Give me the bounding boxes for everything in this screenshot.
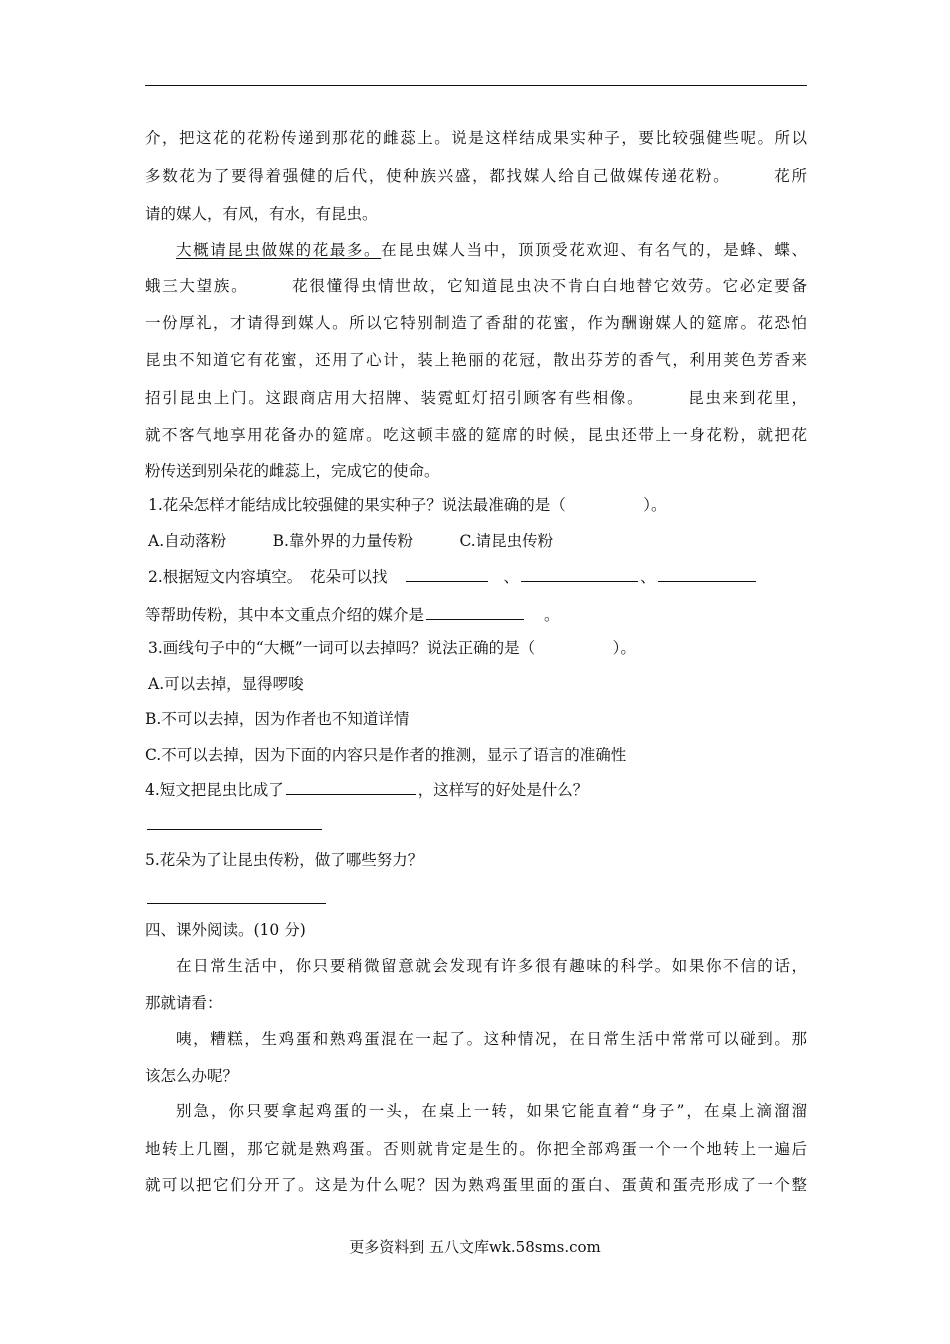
question-3-option-b: B.不可以去掉，因为作者也不知道详情 — [145, 710, 410, 728]
passage-line: 咦，糟糕，生鸡蛋和熟鸡蛋混在一起了。这种情况，在日常生活中常常可以碰到。那 — [176, 1030, 807, 1048]
passage-line — [145, 240, 807, 260]
question-1-options: A.自动落粉 B.靠外界的力量传粉 C.请昆虫传粉 — [148, 532, 554, 550]
answer-line[interactable] — [147, 903, 326, 904]
question-4-text: ，这样写的好处是什么？ — [417, 781, 589, 799]
answer-blank[interactable] — [426, 605, 524, 620]
section-heading: 四、课外阅读。(10 分) — [145, 921, 306, 939]
passage-line: 昆虫不知道它有花蜜，还用了心计，装上艳丽的花冠，散出芬芳的香气，利用荚色芳香来 — [145, 351, 807, 369]
answer-blank[interactable] — [521, 567, 638, 582]
passage-line: 该怎么办呢？ — [145, 1067, 239, 1085]
passage-line: 请的媒人，有风，有水，有昆虫。 — [145, 205, 378, 223]
question-3-option-a: A.可以去掉，显得啰唆 — [148, 675, 304, 693]
question-2-end: 。 — [544, 606, 560, 624]
passage-line: 就不客气地享用花备办的筵席。吃这顿丰盛的筵席的时候，昆虫还带上一身花粉，就把花 — [145, 426, 807, 444]
answer-line[interactable] — [147, 829, 322, 830]
question-2 — [148, 567, 810, 587]
footer-text: 更多资料到 五八文库wk.58sms.com — [349, 1238, 601, 1256]
passage-line: 在日常生活中，你只要稍微留意就会发现有许多很有趣味的科学。如果你不信的话， — [176, 957, 807, 975]
passage-line: 别急，你只要拿起鸡蛋的一头，在桌上一转，如果它能直着“身子”，在桌上滴溜溜 — [176, 1102, 807, 1120]
passage-text: 在昆虫媒人当中，顶顶受花欢迎、有名气的，是蜂、蝶、 — [381, 241, 807, 259]
underlined-sentence: 大概请昆虫做媒的花最多。 — [176, 241, 382, 259]
question-4 — [145, 780, 807, 800]
question-5: 5.花朵为了让昆虫传粉，做了哪些努力？ — [145, 851, 424, 869]
question-3: 3.画线句子中的“大概”一词可以去掉吗？说法正确的是（ ）。 — [148, 639, 636, 657]
passage-line: 一份厚礼，才请得到媒人。所以它特别制造了香甜的花蜜，作为酬谢媒人的筵席。花恐怕 — [145, 314, 807, 332]
answer-blank[interactable] — [286, 780, 416, 795]
question-4-text: 4.短文把昆虫比成了 — [145, 781, 284, 799]
question-1: 1.花朵怎样才能结成比较强健的果实种子？说法最准确的是（ ）。 — [148, 496, 667, 514]
question-2-line2 — [145, 605, 807, 625]
question-2-text: 2.根据短文内容填空。 花朵可以找 — [148, 568, 388, 586]
passage-line: 那就请看： — [145, 994, 223, 1012]
passage-line: 就可以把它们分开了。这是为什么呢？因为熟鸡蛋里面的蛋白、蛋黄和蛋壳形成了一个整 — [145, 1176, 807, 1194]
passage-line: 介，把这花的花粉传递到那花的雌蕊上。说是这样结成果实种子，要比较强健些呢。所以 — [145, 129, 807, 147]
separator: 、 — [640, 568, 656, 586]
question-3-option-c: C.不可以去掉，因为下面的内容只是作者的推测，显示了语言的准确性 — [145, 746, 627, 764]
passage-line: 招引昆虫上门。这跟商店用大招牌、装霓虹灯招引顾客有些相像。 昆虫来到花里， — [145, 389, 807, 407]
passage-line: 多数花为了要得着强健的后代，使种族兴盛，都找媒人给自己做媒传递花粉。 花所 — [145, 167, 807, 185]
passage-line: 蛾三大望族。 花很懂得虫情世故，它知道昆虫决不肯白白地替它效劳。它必定要备 — [145, 277, 807, 295]
header-rule — [145, 85, 807, 86]
passage-line: 粉传送到别朵花的雌蕊上，完成它的使命。 — [145, 462, 440, 480]
question-2-text: 等帮助传粉，其中本文重点介绍的媒介是 — [145, 606, 425, 624]
separator: 、 — [503, 568, 520, 586]
answer-blank[interactable] — [658, 567, 756, 582]
passage-line: 地转上几圈，那它就是熟鸡蛋。否则就肯定是生的。你把全部鸡蛋一个一个地转上一遍后 — [145, 1140, 807, 1158]
answer-blank[interactable] — [406, 567, 488, 582]
